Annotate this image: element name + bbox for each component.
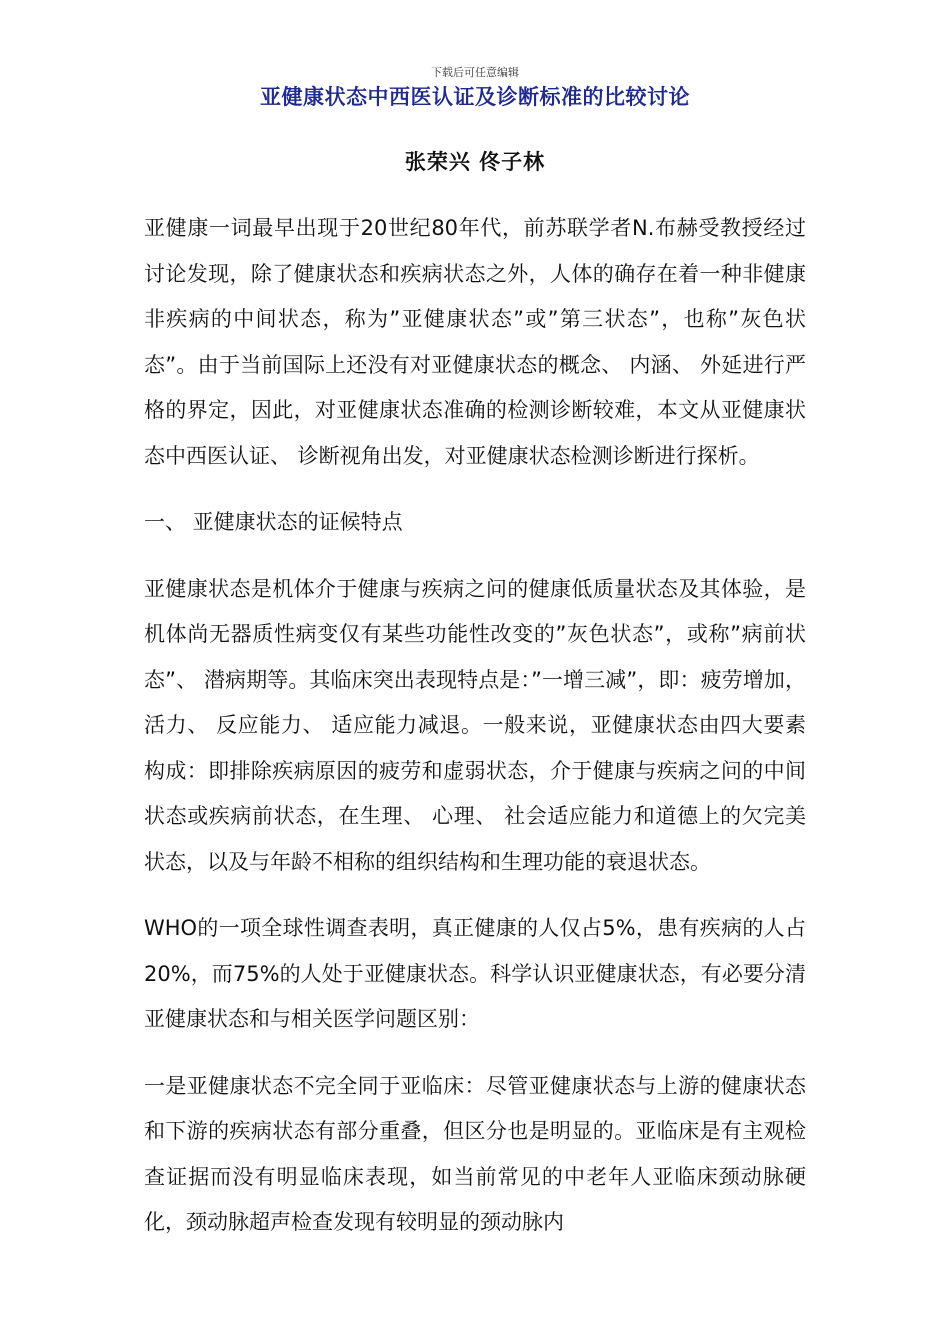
paragraph-subclinical: 一是亚健康状态不完全同于亚临床：尽管亚健康状态与上游的健康状态和下游的疾病状态有部分重叠，但区分也是明显的。亚临床是有主观检查证据而没有明显临床表现，如当前常见的中老年人亚临床颈动脉硬化，颈动脉超声检查发现有较明显的颈动脉内	[144, 1073, 806, 1234]
paragraph-who-survey: WHO的一项全球性调查表明，真正健康的人仅占5%，患有疾病的人占20%，而75%的人处于亚健康状态。科学认识亚健康状态，有必要分清亚健康状态和与相关医学问题区别：	[144, 916, 806, 1031]
paragraph-features: 亚健康状态是机体介于健康与疾病之问的健康低质量状态及其体验，是机体尚无器质性病变仅有某些功能性改变的”灰色状态”，或称”病前状态”、 潜病期等。其临床突出表现特点是：”一增三减”，即：疲劳增加，活力、 反应能力、 适应能力减退。一般来说，亚健康状态由四大要素构成：即排除疾病原因的疲劳和虚弱状态，介于健康与疾病之问的中间状态或疾病前状态，在生理、 心理、 社会适应能力和道德上的欠完美状态，以及与年龄不相称的组织结构和生理功能的衰退状态。	[144, 576, 806, 874]
document-authors: 张荣兴 佟子林	[404, 150, 546, 174]
document-body	[144, 206, 806, 1267]
document-title: 亚健康状态中西医认证及诊断标准的比较讨论	[260, 85, 690, 109]
paragraph-intro: 亚健康一词最早出现于20世纪80年代，前苏联学者N.布赫受教授经过讨论发现，除了健康状态和疾病状态之外，人体的确存在着一种非健康非疾病的中间状态，称为”亚健康状态”或”第三状态”，也称”灰色状态”。由于当前国际上还没有对亚健康状态的概念、 内涵、 外延进行严格的界定，因此，对亚健康状态准确的检测诊断较难，本文从亚健康状态中西医认证、 诊断视角出发，对亚健康状态检测诊断进行探析。	[144, 216, 806, 468]
section-heading: 一、 亚健康状态的证候特点	[144, 510, 403, 534]
header-note: 下载后可任意编辑	[431, 66, 519, 79]
